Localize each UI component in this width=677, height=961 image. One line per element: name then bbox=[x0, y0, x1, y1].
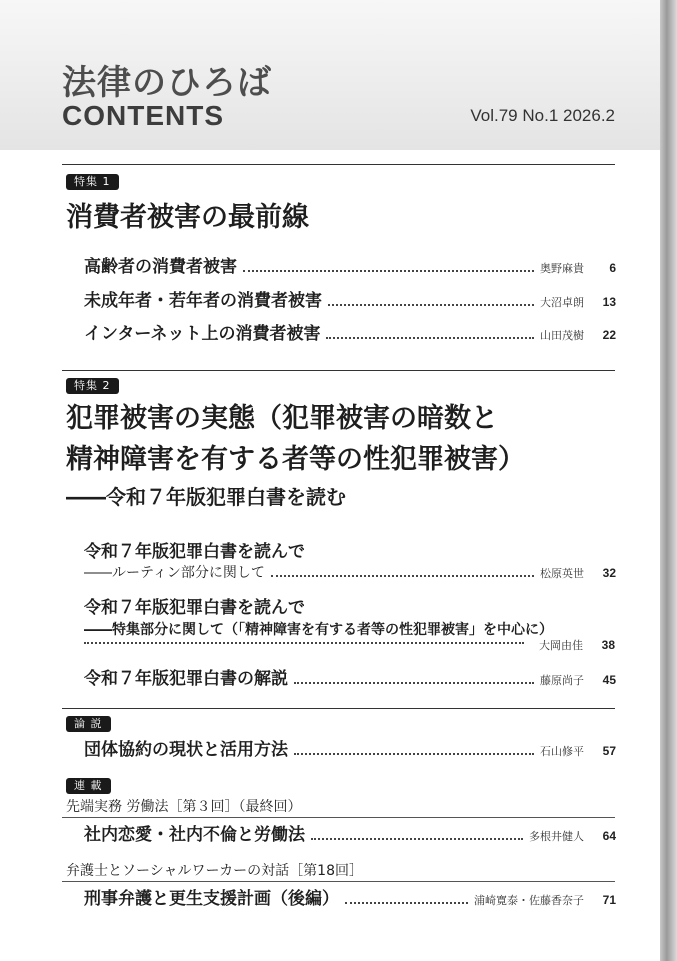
entry-page: 64 bbox=[602, 829, 616, 843]
feature2-title-line1: 犯罪被害の実態（犯罪被害の暗数と bbox=[66, 403, 498, 434]
entry-title: 社内恋愛・社内不倫と労働法 bbox=[84, 825, 305, 845]
entry-author: 浦崎寛泰・佐藤香奈子 bbox=[474, 894, 584, 907]
leader-dots bbox=[328, 304, 534, 306]
entry-page: 71 bbox=[602, 893, 616, 907]
entry-title: 団体協約の現状と活用方法 bbox=[84, 740, 288, 760]
rensai-badge: 連 載 bbox=[66, 778, 111, 794]
toc-entry[interactable] bbox=[84, 286, 616, 311]
leader-dots bbox=[311, 838, 523, 840]
toc-entry-subtitle: ――特集部分に関して（「精神障害を有する者等の性犯罪被害」を中心に） bbox=[84, 622, 553, 638]
entry-page: 57 bbox=[602, 744, 616, 758]
leader-dots bbox=[345, 902, 468, 904]
entry-author: 藤原尚子 bbox=[540, 674, 584, 687]
feature2-subtitle: ――令和７年版犯罪白書を読む bbox=[66, 485, 346, 509]
entry-author: 大沼卓朗 bbox=[540, 296, 584, 309]
entry-author: 石山修平 bbox=[540, 745, 584, 758]
toc-entry[interactable] bbox=[84, 735, 616, 760]
leader-dots bbox=[84, 642, 524, 644]
series-rule bbox=[62, 881, 615, 882]
series-name: 先端実務 労働法［第３回］（最終回） bbox=[66, 799, 302, 815]
toc-entry-title[interactable]: 令和７年版犯罪白書を読んで bbox=[84, 598, 305, 618]
series-rule bbox=[62, 817, 615, 818]
entry-title: 刑事弁護と更生支援計画（後編） bbox=[84, 889, 339, 909]
entry-title: 高齢者の消費者被害 bbox=[84, 257, 237, 277]
entry-title: 令和７年版犯罪白書の解説 bbox=[84, 669, 288, 689]
toc-entry-meta bbox=[539, 637, 615, 653]
toc-entry[interactable] bbox=[84, 884, 616, 909]
series-name: 弁護士とソーシャルワーカーの対話［第18回］ bbox=[66, 863, 363, 879]
section-divider bbox=[62, 708, 615, 709]
entry-page: 13 bbox=[602, 295, 616, 309]
feature2-title-line2: 精神障害を有する者等の性犯罪被害） bbox=[66, 444, 525, 475]
entry-author: 大岡由佳 bbox=[539, 639, 583, 652]
contents-label: CONTENTS bbox=[62, 100, 224, 131]
toc-entry[interactable] bbox=[84, 252, 616, 277]
issue-number: Vol.79 No.1 2026.2 bbox=[470, 106, 615, 125]
entry-page: 32 bbox=[602, 566, 616, 580]
ronsetsu-badge: 論 説 bbox=[66, 716, 111, 732]
entry-subtitle: ――ルーティン部分に関して bbox=[84, 565, 265, 581]
section-divider bbox=[62, 164, 615, 165]
toc-entry[interactable] bbox=[84, 820, 616, 845]
leader-dots bbox=[294, 753, 534, 755]
page-edge bbox=[660, 0, 677, 961]
leader-dots bbox=[294, 682, 534, 684]
feature1-badge: 特集 1 bbox=[66, 174, 119, 190]
entry-author: 奥野麻貴 bbox=[540, 262, 584, 275]
entry-page: 22 bbox=[602, 328, 616, 342]
toc-entry[interactable] bbox=[84, 562, 616, 582]
feature2-badge: 特集 2 bbox=[66, 378, 119, 394]
entry-title: 未成年者・若年者の消費者被害 bbox=[84, 291, 322, 311]
entry-page: 45 bbox=[602, 673, 616, 687]
leader-dots bbox=[243, 270, 534, 272]
toc-entry[interactable] bbox=[84, 319, 616, 344]
leader-dots bbox=[271, 575, 534, 577]
magazine-title: 法律のひろば bbox=[62, 63, 272, 103]
toc-entry[interactable] bbox=[84, 664, 616, 689]
entry-title: インターネット上の消費者被害 bbox=[84, 324, 321, 344]
entry-author: 山田茂樹 bbox=[540, 329, 584, 342]
entry-page: 38 bbox=[601, 638, 615, 652]
toc-entry-title[interactable]: 令和７年版犯罪白書を読んで bbox=[84, 542, 305, 562]
entry-page: 6 bbox=[609, 261, 616, 275]
section-divider bbox=[62, 370, 615, 371]
entry-author: 多根井健人 bbox=[529, 830, 584, 843]
entry-author: 松原英世 bbox=[540, 567, 584, 580]
leader-dots bbox=[326, 337, 534, 339]
feature1-title: 消費者被害の最前線 bbox=[66, 202, 309, 233]
